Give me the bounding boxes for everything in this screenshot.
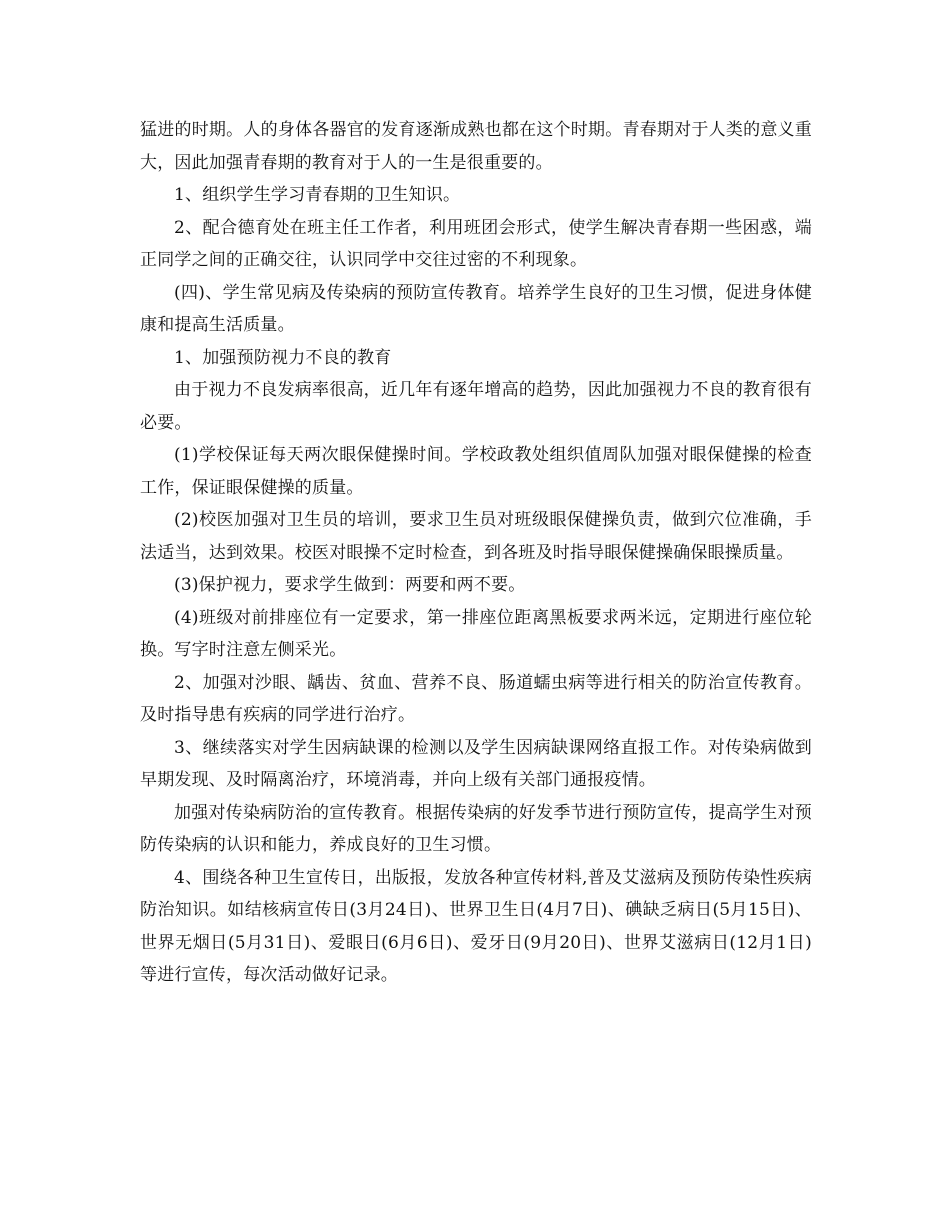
section-heading-paragraph: (四)、学生常见病及传染病的预防宣传教育。培养学生良好的卫生习惯，促进身体健康和提高生活质量。: [140, 282, 812, 335]
paragraph: 1、组织学生学习青春期的卫生知识。: [174, 185, 461, 205]
list-item-paragraph: (4)班级对前排座位有一定要求，第一排座位距离黑板要求两米远，定期进行座位轮换。写字时注意左侧采光。: [140, 607, 812, 660]
paragraph: 加强对传染病防治的宣传教育。根据传染病的好发季节进行预防宣传，提高学生对预防传染病的认识和能力，养成良好的卫生习惯。: [140, 802, 812, 855]
paragraph: 4、围绕各种卫生宣传日，出版报，发放各种宣传材料,普及艾滋病及预防传染性疾病防治知识。如结核病宣传日(3月24日)、世界卫生日(4月7日)、碘缺乏病日(5月15日)、世界无烟日(5月31日)、爱眼日(6月6日)、爱牙日(9月20日)、世界艾滋病日(12月1日)等进行宣传，每次活动做好记录。: [140, 867, 812, 985]
paragraph: 2、配合德育处在班主任工作者，利用班团会形式，使学生解决青春期一些困惑，端正同学之间的正确交往，认识同学中交往过密的不利现象。: [140, 217, 812, 270]
subsection-heading: 1、加强预防视力不良的教育: [174, 347, 392, 368]
paragraph: 3、继续落实对学生因病缺课的检测以及学生因病缺课网络直报工作。对传染病做到早期发现、及时隔离治疗，环境消毒，并向上级有关部门通报疫情。: [140, 737, 812, 790]
list-item-paragraph: (1)学校保证每天两次眼保健操时间。学校政教处组织值周队加强对眼保健操的检查工作，保证眼保健操的质量。: [140, 445, 812, 498]
paragraph: 2、加强对沙眼、龋齿、贫血、营养不良、肠道蠕虫病等进行相关的防治宣传教育。及时指导患有疾病的同学进行治疗。: [140, 672, 812, 725]
list-item-paragraph: (2)校医加强对卫生员的培训，要求卫生员对班级眼保健操负责，做到穴位准确，手法适当，达到效果。校医对眼操不定时检查，到各班及时指导眼保健操确保眼操质量。: [140, 510, 812, 563]
paragraph-continuation: 猛进的时期。人的身体各器官的发育逐渐成熟也都在这个时期。青春期对于人类的意义重大，因此加强青春期的教育对于人的一生是很重要的。: [140, 120, 812, 173]
paragraph: 由于视力不良发病率很高，近几年有逐年增高的趋势，因此加强视力不良的教育很有必要。: [140, 380, 812, 433]
document-body: [140, 114, 812, 992]
list-item-paragraph: (3)保护视力，要求学生做到：两要和两不要。: [174, 575, 526, 595]
